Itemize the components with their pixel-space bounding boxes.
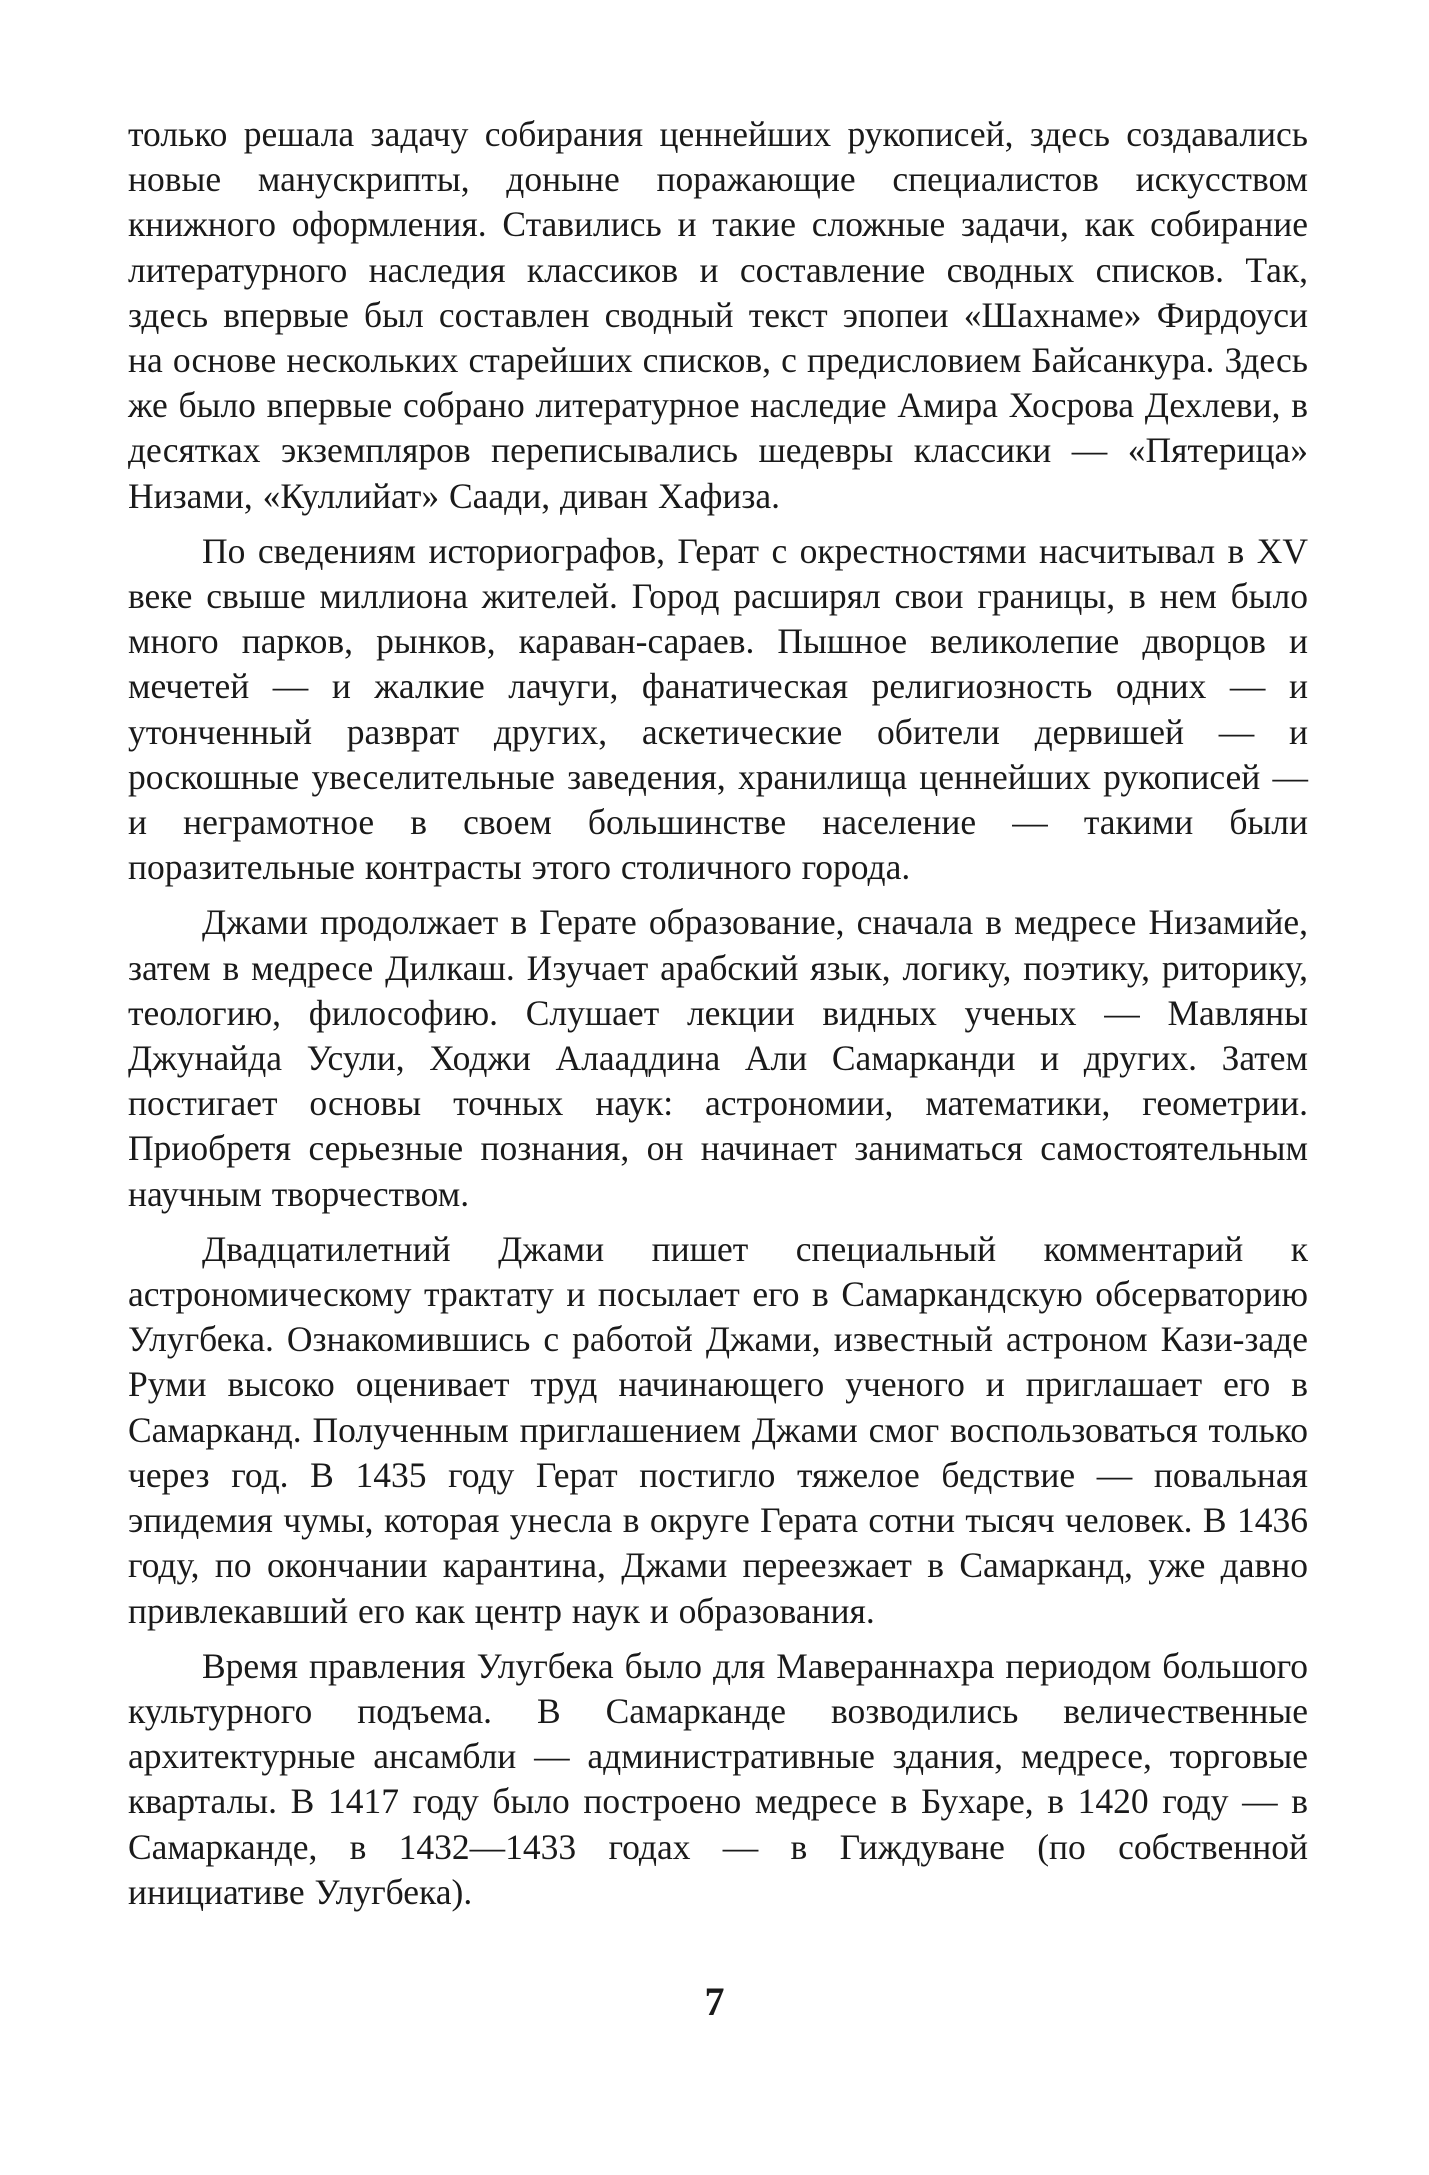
- paragraph-4: Двадцатилетний Джами пишет специальный комментарий к астрономическому трактату и посылает его в Самаркандскую обсерваторию Улугбека. Ознакомившись с работой Джами, известный астроном Кази-заде Руми высоко оценивает труд начинающего ученого и приглашает его в Самарканд. Полученным приглашением Джами смог воспользоваться только через год. В 1435 году Герат постигло тяжелое бедствие — повальная эпидемия чумы, которая унесла в округе Герата сотни тысяч человек. В 1436 году, по окончании карантина, Джами переезжает в Самарканд, уже давно привлекавший его как центр наук и образования.: [128, 1228, 1308, 1631]
- paragraph-1: только решала задачу собирания ценнейших рукописей, здесь создавались новые манускрипты, доныне поражающие специалистов искусством книжного оформления. Ставились и такие сложные задачи, как собирание литературного наследия классиков и составление сводных списков. Так, здесь впервые был составлен сводный текст эпопеи «Шахнаме» Фирдоуси на основе нескольких старейших списков, с предисловием Байсанкура. Здесь же было впервые собрано литературное наследие Амира Хосрова Дехлеви, в десятках экземпляров переписывались шедевры классики — «Пятерица» Низами, «Куллийат» Саади, диван Хафиза.: [128, 114, 1308, 516]
- paragraph-2: По сведениям историографов, Герат с окрестностями насчитывал в XV веке свыше миллиона жителей. Город расширял свои границы, в нем было много парков, рынков, караван-сараев. Пышное великолепие дворцов и мечетей — и жалкие лачуги, фанатическая религиозность одних — и утонченный разврат других, аскетические обители дервишей — и роскошные увеселительные заведения, хранилища ценнейших рукописей — и неграмотное в своем большинстве население — такими были поразительные контрасты этого столичного города.: [128, 530, 1308, 888]
- paragraph-5: Время правления Улугбека было для Мавераннахра периодом большого культурного подъема. В Самарканде возводились величественные архитектурные ансамбли — административные здания, медресе, торговые кварталы. В 1417 году было построено медресе в Бухаре, в 1420 году — в Самарканде, в 1432—1433 годах — в Гиждуване (по собственной инициативе Улугбека).: [128, 1645, 1308, 1912]
- page-body: [128, 112, 1308, 1925]
- page-number: 7: [704, 1979, 725, 2024]
- paragraph-3: Джами продолжает в Герате образование, сначала в медресе Низамийе, затем в медресе Дилкаш. Изучает арабский язык, логику, поэтику, риторику, теологию, философию. Слушает лекции видных ученых — Мавляны Джунайда Усули, Ходжи Алааддина Али Самарканди и других. Затем постигает основы точных наук: астрономии, математики, геометрии. Приобретя серьезные познания, он начинает заниматься самостоятельным научным творчеством.: [128, 902, 1308, 1214]
